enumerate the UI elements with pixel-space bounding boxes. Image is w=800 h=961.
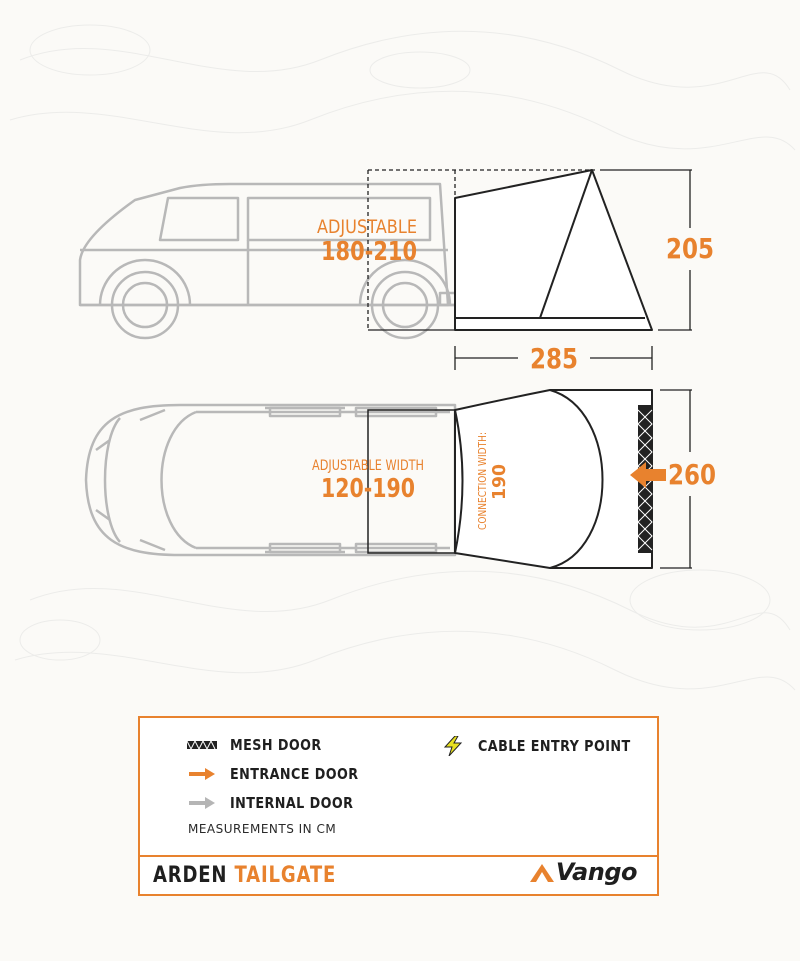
internal-arrow-icon <box>184 796 220 810</box>
adjustable-width-label: ADJUSTABLE WIDTH <box>312 458 424 474</box>
legend-cable-entry <box>440 736 658 756</box>
adjustable-label: ADJUSTABLE <box>317 216 417 238</box>
legend-internal-door <box>184 794 375 812</box>
cable-entry-label: CABLE ENTRY POINT <box>478 737 631 755</box>
tent-height-value: 205 <box>666 232 714 265</box>
legend-box <box>138 716 659 896</box>
lightning-icon <box>440 736 468 756</box>
product-name-part2: TAILGATE <box>234 863 337 888</box>
adjustable-width-value: 120-190 <box>321 474 415 504</box>
legend-divider <box>140 855 657 857</box>
mesh-door-label: MESH DOOR <box>230 736 322 754</box>
measurements-note: MEASUREMENTS IN CM <box>188 822 337 836</box>
mesh-door-icon <box>184 738 220 752</box>
product-name <box>153 863 336 888</box>
tent-width-value: 260 <box>668 458 716 491</box>
contour-background <box>10 25 795 690</box>
product-name-part1: ARDEN <box>153 863 228 888</box>
entrance-arrow-icon <box>184 767 220 781</box>
connection-width-label: CONNECTION WIDTH: <box>476 410 489 530</box>
brand-logo <box>530 858 637 886</box>
legend-entrance-door <box>184 765 381 783</box>
tent-length-value: 285 <box>530 342 578 375</box>
tent-side <box>455 170 652 330</box>
vango-logo-icon <box>530 862 554 882</box>
connection-width-value: 190 <box>489 462 510 500</box>
side-view <box>80 170 692 370</box>
internal-door-label: INTERNAL DOOR <box>230 794 354 812</box>
brand-name: Vango <box>555 858 637 886</box>
adjustable-height-value: 180-210 <box>321 237 417 267</box>
legend-mesh-door <box>184 736 338 754</box>
entrance-door-label: ENTRANCE DOOR <box>230 765 359 783</box>
